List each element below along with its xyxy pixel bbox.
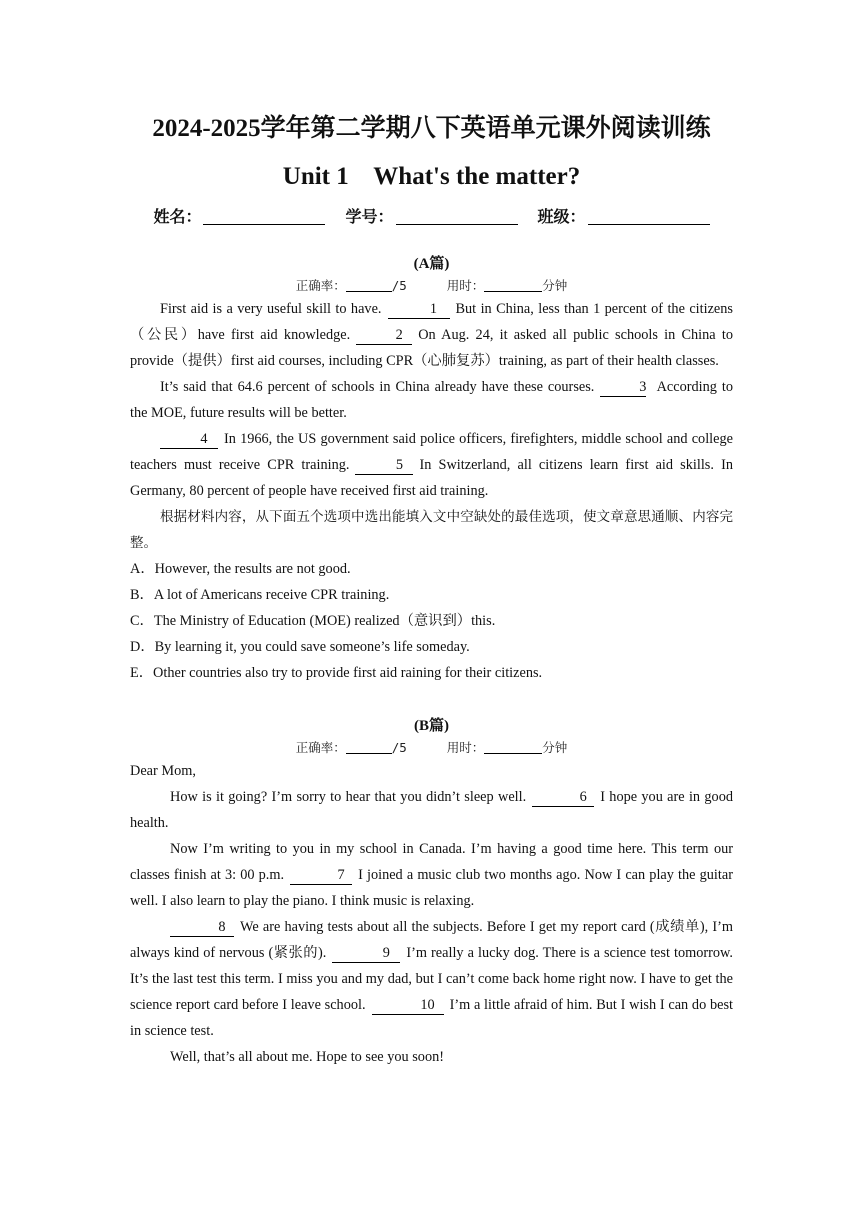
blank-9[interactable]: 9 [332,945,400,963]
text-run: I hope you are in good health. [130,789,733,831]
unit-title: Unit 1 What's the matter? [282,163,581,190]
accuracy-blank[interactable] [346,279,392,292]
text-run: I’m a little afraid of him. But I wish I can do best in science test. [130,997,733,1039]
option-d: D．By learning it, you could save someone’s life someday. [130,639,470,655]
blank-10[interactable]: 10 [372,997,444,1015]
class-field [538,206,710,230]
section-b-meta [130,738,733,758]
time-suffix: 分钟 [542,278,568,293]
blank-6[interactable]: 6 [532,789,594,807]
accuracy-label: 正确率： [295,278,346,293]
letter-paragraph-1 [130,784,733,836]
accuracy-suffix: /5 [391,740,407,755]
instruction-text: 根据材料内容，从下面五个选项中选出能填入文中空缺处的最佳选项，使文章意思通顺、内容完整。 [130,509,733,551]
option-a: A．However, the results are not good. [130,561,351,577]
name-field [153,206,325,230]
text-run: We are having tests about all the subjects. Before I get my report card (成绩单), I’m always kind of nervous (紧张的). [130,919,733,961]
text-run: In 1966, the US government said police officers, firefighters, middle school and college teachers must receive CPR training. [130,431,733,473]
time-suffix: 分钟 [542,740,568,755]
worksheet-title: 2024-2025学年第二学期八下英语单元课外阅读训练 [152,115,711,142]
blank-2[interactable]: 2 [356,327,412,345]
letter-paragraph-3 [130,914,733,1044]
blank-5[interactable]: 5 [355,457,413,475]
text-run: It’s said that 64.6 percent of schools in China already have these courses. [160,379,595,395]
option-b: B．A lot of Americans receive CPR training. [130,587,390,603]
blank-7[interactable]: 7 [290,867,352,885]
time-blank[interactable] [484,279,542,292]
letter-paragraph-4: Well, that’s all about me. Hope to see you soon! [170,1049,445,1065]
name-blank[interactable] [203,208,325,225]
option-e: E．Other countries also try to provide first aid raining for their citizens. [130,665,543,681]
accuracy-suffix: /5 [391,278,407,293]
text-run: According to the MOE, future results will be better. [130,379,733,421]
accuracy-blank[interactable] [346,741,392,754]
passage-a-paragraph-2 [130,374,733,426]
option-c: C．The Ministry of Education (MOE) realized（意识到）this. [130,613,496,629]
text-run: But in China, less than 1 percent of the citizens（公民）have first aid knowledge. [130,301,733,343]
passage-a-paragraph-1 [130,296,733,374]
text-run: How is it going? I’m sorry to hear that you didn’t sleep well. [170,789,527,805]
options-list [130,556,733,686]
section-a-title: (A篇) [413,256,450,272]
time-label: 用时： [446,278,485,293]
accuracy-label: 正确率： [295,740,346,755]
blank-3[interactable]: 3 [600,379,646,397]
text-run: Now I’m writing to you in my school in Canada. I’m having a good time here. This term our classes finish at 3: 00 p.m. [130,841,733,883]
section-b-title: (B篇) [414,718,449,734]
letter-paragraph-2 [130,836,733,914]
student-info-row [130,206,733,230]
section-a-meta [130,276,733,296]
student-id-blank[interactable] [396,208,518,225]
time-blank[interactable] [484,741,542,754]
passage-a-paragraph-3 [130,426,733,504]
time-label: 用时： [446,740,485,755]
student-id-field [345,206,517,230]
text-run: On Aug. 24, it asked all public schools in China to provide（提供）first aid courses, including CPR（心肺复苏）training, as part of their health classes. [130,327,733,369]
text-run: In Switzerland, all citizens learn first aid skills. In Germany, 80 percent of people have received first aid training. [130,457,733,499]
text-run: I’m really a lucky dog. There is a science test tomorrow. It’s the last test this term. I miss you and my dad, but I can’t come back home right now. I have to get the science report card before I leave school. [130,945,734,1013]
worksheet-page [130,110,733,1070]
text-run: I joined a music club two months ago. Now I can play the guitar well. I also learn to play the piano. I think music is relaxing. [130,867,733,909]
class-label: 班级： [537,209,586,226]
name-label: 姓名： [153,209,202,226]
text-run: First aid is a very useful skill to have. [160,301,382,317]
blank-1[interactable]: 1 [388,301,450,319]
letter-greeting: Dear Mom, [130,763,196,779]
class-blank[interactable] [588,208,710,225]
blank-8[interactable]: 8 [170,919,234,937]
student-id-label: 学号： [345,209,394,226]
blank-4[interactable]: 4 [160,431,218,449]
